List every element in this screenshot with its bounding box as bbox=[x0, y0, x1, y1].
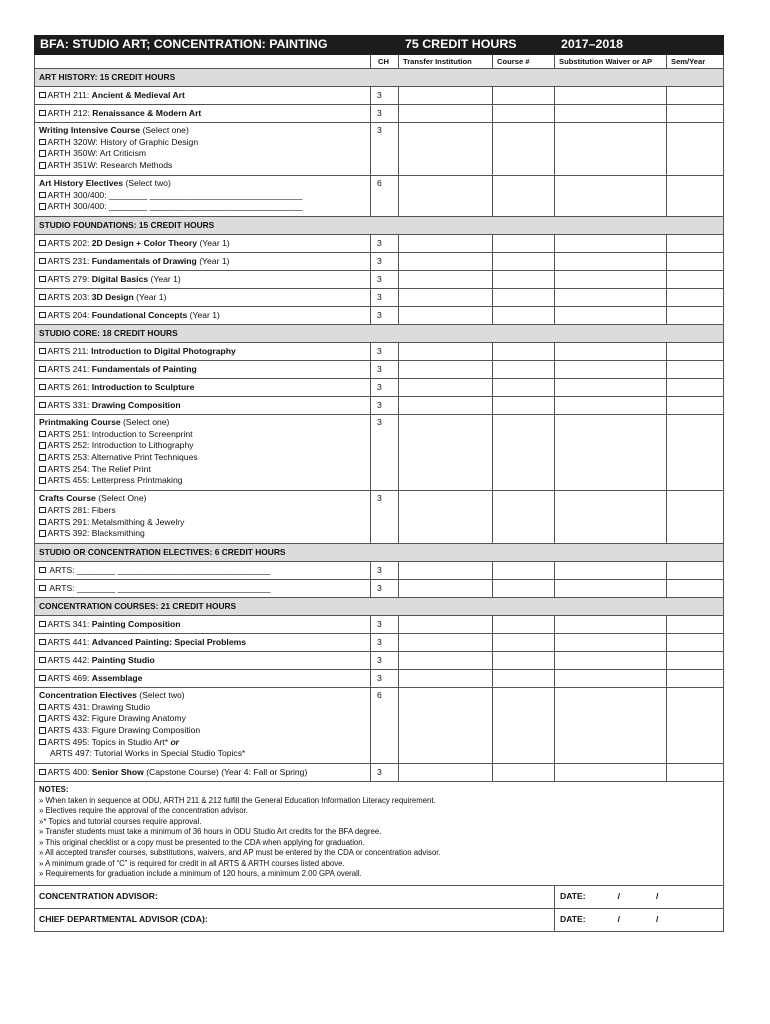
course-number-field[interactable] bbox=[493, 342, 555, 360]
course-row bbox=[35, 579, 724, 597]
semyear-field[interactable] bbox=[667, 175, 724, 216]
transfer-institution-field[interactable] bbox=[399, 633, 493, 651]
course-row bbox=[35, 360, 724, 378]
credit-hours: 3 bbox=[371, 561, 399, 579]
semyear-field[interactable] bbox=[667, 579, 724, 597]
transfer-institution-field[interactable] bbox=[399, 123, 493, 176]
course-cell: ARTS 261: Introduction to Sculpture bbox=[35, 378, 371, 396]
course-row bbox=[35, 651, 724, 669]
course-number-field[interactable] bbox=[493, 123, 555, 176]
semyear-field[interactable] bbox=[667, 252, 724, 270]
note-item: » A minimum grade of “C” is required for credit in all ARTS & ARTH courses listed above. bbox=[39, 858, 345, 868]
semyear-field[interactable] bbox=[667, 764, 724, 782]
transfer-institution-field[interactable] bbox=[399, 87, 493, 105]
note-item: » Transfer students must take a minimum of 36 hours in ODU Studio Art credits for the BFA degree. bbox=[39, 827, 382, 837]
course-number-field[interactable] bbox=[493, 270, 555, 288]
course-number-field[interactable] bbox=[493, 651, 555, 669]
checkbox-icon[interactable] bbox=[39, 715, 46, 722]
semyear-field[interactable] bbox=[667, 396, 724, 414]
semyear-field[interactable] bbox=[667, 123, 724, 176]
course-number-field[interactable] bbox=[493, 378, 555, 396]
transfer-column-header: Transfer Institution bbox=[399, 55, 493, 69]
substitution-field[interactable] bbox=[555, 87, 667, 105]
checkbox-icon[interactable] bbox=[39, 294, 46, 301]
substitution-field[interactable] bbox=[555, 342, 667, 360]
checkbox-icon[interactable] bbox=[39, 276, 46, 283]
notes-block bbox=[35, 782, 724, 886]
checkbox-icon[interactable] bbox=[39, 258, 46, 265]
elective-blank-field[interactable]: ARTS: ________ ________________________________ bbox=[47, 582, 271, 593]
course-row bbox=[35, 342, 724, 360]
note-item: » All accepted transfer courses, substitutions, waivers, and AP must be entered by the CDA or concentration advisor. bbox=[39, 848, 441, 858]
course-cell: ARTS 211: Introduction to Digital Photography bbox=[35, 342, 371, 360]
course-cell: Concentration Electives (Select two) ARTS 431: Drawing Studio ARTS 432: Figure Drawing Anatomy ARTS 433: Figure Drawing Composition ARTS 495: Topics in Studio Art* or ARTS 497: Tutorial Works in Special Studio Topics* bbox=[35, 687, 371, 763]
course-number-field[interactable] bbox=[493, 615, 555, 633]
course-cell: ARTS 241: Fundamentals of Painting bbox=[35, 360, 371, 378]
substitution-field[interactable] bbox=[555, 651, 667, 669]
semyear-field[interactable] bbox=[667, 687, 724, 763]
credit-hours: 3 bbox=[371, 579, 399, 597]
transfer-institution-field[interactable] bbox=[399, 414, 493, 490]
checkbox-icon[interactable] bbox=[39, 442, 46, 449]
credit-hours: 3 bbox=[371, 123, 399, 176]
checkbox-icon[interactable] bbox=[39, 348, 46, 355]
credit-hours: 3 bbox=[371, 651, 399, 669]
transfer-institution-field[interactable] bbox=[399, 252, 493, 270]
credit-hours: 3 bbox=[371, 378, 399, 396]
checkbox-icon[interactable] bbox=[39, 727, 46, 734]
course-row bbox=[35, 306, 724, 324]
substitution-field[interactable] bbox=[555, 561, 667, 579]
transfer-institution-field[interactable] bbox=[399, 234, 493, 252]
checkbox-icon[interactable] bbox=[39, 203, 46, 210]
course-cell: ARTS 469: Assemblage bbox=[35, 669, 371, 687]
transfer-institution-field[interactable] bbox=[399, 615, 493, 633]
checkbox-icon[interactable] bbox=[39, 739, 46, 746]
checkbox-icon[interactable] bbox=[39, 704, 46, 711]
credit-hours: 3 bbox=[371, 105, 399, 123]
substitution-field[interactable] bbox=[555, 360, 667, 378]
course-column-header bbox=[35, 55, 371, 69]
course-number-field[interactable] bbox=[493, 288, 555, 306]
course-cell bbox=[35, 579, 371, 597]
substitution-field[interactable] bbox=[555, 764, 667, 782]
substitution-field[interactable] bbox=[555, 378, 667, 396]
substitution-field[interactable] bbox=[555, 633, 667, 651]
transfer-institution-field[interactable] bbox=[399, 175, 493, 216]
advisor-date-field[interactable]: DATE: / / bbox=[555, 885, 724, 908]
course-group-row bbox=[35, 123, 724, 176]
checkbox-icon[interactable] bbox=[39, 466, 46, 473]
substitution-field[interactable] bbox=[555, 270, 667, 288]
course-cell: Crafts Course (Select One) ARTS 281: Fibers ARTS 291: Metalsmithing & Jewelry ARTS 392: Blacksmithing bbox=[35, 491, 371, 544]
program-title: BFA: STUDIO ART; CONCENTRATION: PAINTING bbox=[35, 36, 399, 55]
credit-hours: 3 bbox=[371, 491, 399, 544]
course-row bbox=[35, 633, 724, 651]
semyear-field[interactable] bbox=[667, 633, 724, 651]
degree-checklist bbox=[34, 35, 723, 932]
substitution-field[interactable] bbox=[555, 288, 667, 306]
semyear-field[interactable] bbox=[667, 105, 724, 123]
semyear-field[interactable] bbox=[667, 87, 724, 105]
course-row bbox=[35, 288, 724, 306]
course-cell bbox=[35, 561, 371, 579]
substitution-field[interactable] bbox=[555, 123, 667, 176]
section-concentration: CONCENTRATION COURSES: 21 CREDIT HOURS bbox=[35, 597, 724, 615]
semyear-field[interactable] bbox=[667, 651, 724, 669]
checkbox-icon[interactable] bbox=[39, 585, 46, 592]
checkbox-icon[interactable] bbox=[39, 519, 46, 526]
transfer-institution-field[interactable] bbox=[399, 687, 493, 763]
course-number-field[interactable] bbox=[493, 561, 555, 579]
note-item: » Requirements for graduation include a minimum of 120 hours, a minimum 2.00 GPA overall. bbox=[39, 869, 362, 879]
course-cell: ARTH 211: Ancient & Medieval Art bbox=[35, 87, 371, 105]
substitution-field[interactable] bbox=[555, 669, 667, 687]
transfer-institution-field[interactable] bbox=[399, 491, 493, 544]
substitution-field[interactable] bbox=[555, 615, 667, 633]
course-number-field[interactable] bbox=[493, 234, 555, 252]
course-cell: ARTS 231: Fundamentals of Drawing (Year 1) bbox=[35, 252, 371, 270]
course-cell: ARTS 203: 3D Design (Year 1) bbox=[35, 288, 371, 306]
credit-hours: 3 bbox=[371, 234, 399, 252]
checkbox-icon[interactable] bbox=[39, 110, 46, 117]
course-number-field[interactable] bbox=[493, 579, 555, 597]
checkbox-icon[interactable] bbox=[39, 366, 46, 373]
course-number-field[interactable] bbox=[493, 105, 555, 123]
semyear-field[interactable] bbox=[667, 615, 724, 633]
checkbox-icon[interactable] bbox=[39, 431, 46, 438]
substitution-field[interactable] bbox=[555, 414, 667, 490]
course-row bbox=[35, 378, 724, 396]
notes-title: NOTES: bbox=[39, 785, 69, 795]
credit-hours: 6 bbox=[371, 687, 399, 763]
transfer-institution-field[interactable] bbox=[399, 105, 493, 123]
checkbox-icon[interactable] bbox=[39, 530, 46, 537]
elective-blank-field[interactable]: ARTS: ________ ________________________________ bbox=[47, 564, 271, 575]
credit-hours: 3 bbox=[371, 306, 399, 324]
substitution-field[interactable] bbox=[555, 687, 667, 763]
substitution-field[interactable] bbox=[555, 175, 667, 216]
course-group-row bbox=[35, 414, 724, 490]
advisor-signature-row bbox=[35, 885, 724, 908]
transfer-institution-field[interactable] bbox=[399, 764, 493, 782]
credit-hours: 3 bbox=[371, 288, 399, 306]
course-row bbox=[35, 561, 724, 579]
credit-hours: 3 bbox=[371, 342, 399, 360]
cda-signature-field[interactable]: CHIEF DEPARTMENTAL ADVISOR (CDA): bbox=[35, 908, 555, 931]
course-number-field[interactable] bbox=[493, 175, 555, 216]
course-cell: ARTS 400: Senior Show (Capstone Course) (Year 4: Fall or Spring) bbox=[35, 764, 371, 782]
transfer-institution-field[interactable] bbox=[399, 306, 493, 324]
course-number-column-header: Course # bbox=[493, 55, 555, 69]
notes-row bbox=[35, 782, 724, 886]
course-row bbox=[35, 252, 724, 270]
semyear-field[interactable] bbox=[667, 669, 724, 687]
credit-hours: 3 bbox=[371, 669, 399, 687]
course-row bbox=[35, 87, 724, 105]
transfer-institution-field[interactable] bbox=[399, 270, 493, 288]
elective-blank-field[interactable]: ARTH 300/400: ________ ________________________________ bbox=[47, 201, 303, 212]
note-item: »* Topics and tutorial courses require approval. bbox=[39, 816, 202, 826]
credit-hours: 3 bbox=[371, 615, 399, 633]
credit-hours: 3 bbox=[371, 270, 399, 288]
transfer-institution-field[interactable] bbox=[399, 396, 493, 414]
course-cell: ARTS 331: Drawing Composition bbox=[35, 396, 371, 414]
course-row bbox=[35, 270, 724, 288]
checkbox-icon[interactable] bbox=[39, 675, 46, 682]
course-number-field[interactable] bbox=[493, 396, 555, 414]
course-row bbox=[35, 615, 724, 633]
credit-hours: 6 bbox=[371, 175, 399, 216]
credit-hours: 3 bbox=[371, 396, 399, 414]
course-number-field[interactable] bbox=[493, 669, 555, 687]
substitution-field[interactable] bbox=[555, 491, 667, 544]
course-cell: ARTH 212: Renaissance & Modern Art bbox=[35, 105, 371, 123]
ch-column-header: CH bbox=[371, 55, 399, 69]
course-cell: Writing Intensive Course (Select one) ARTH 320W: History of Graphic Design ARTH 350W: Art Criticism ARTH 351W: Research Methods bbox=[35, 123, 371, 176]
substitution-field[interactable] bbox=[555, 105, 667, 123]
checklist-table bbox=[34, 35, 724, 932]
semyear-field[interactable] bbox=[667, 414, 724, 490]
elective-blank-field[interactable]: ARTH 300/400: ________ ________________________________ bbox=[47, 189, 303, 200]
course-row bbox=[35, 234, 724, 252]
substitution-field[interactable] bbox=[555, 396, 667, 414]
checkbox-icon[interactable] bbox=[39, 454, 46, 461]
academic-year: 2017–2018 bbox=[555, 36, 724, 55]
transfer-institution-field[interactable] bbox=[399, 669, 493, 687]
header-bar bbox=[35, 36, 724, 55]
credit-hours: 3 bbox=[371, 764, 399, 782]
semyear-field[interactable] bbox=[667, 306, 724, 324]
semyear-field[interactable] bbox=[667, 288, 724, 306]
substitution-column-header: Substitution Waiver or AP bbox=[555, 55, 667, 69]
substitution-field[interactable] bbox=[555, 579, 667, 597]
checkbox-icon[interactable] bbox=[39, 657, 46, 664]
checkbox-icon[interactable] bbox=[39, 621, 46, 628]
course-number-field[interactable] bbox=[493, 360, 555, 378]
course-number-field[interactable] bbox=[493, 633, 555, 651]
transfer-institution-field[interactable] bbox=[399, 360, 493, 378]
course-number-field[interactable] bbox=[493, 491, 555, 544]
course-number-field[interactable] bbox=[493, 87, 555, 105]
transfer-institution-field[interactable] bbox=[399, 561, 493, 579]
checkbox-icon[interactable] bbox=[39, 192, 46, 199]
advisor-signature-field[interactable]: CONCENTRATION ADVISOR: bbox=[35, 885, 555, 908]
course-number-field[interactable] bbox=[493, 764, 555, 782]
substitution-field[interactable] bbox=[555, 234, 667, 252]
checkbox-icon[interactable] bbox=[39, 139, 46, 146]
semyear-field[interactable] bbox=[667, 270, 724, 288]
substitution-field[interactable] bbox=[555, 252, 667, 270]
course-group-row bbox=[35, 175, 724, 216]
credit-hours: 3 bbox=[371, 87, 399, 105]
transfer-institution-field[interactable] bbox=[399, 342, 493, 360]
semyear-field[interactable] bbox=[667, 561, 724, 579]
course-cell: ARTS 341: Painting Composition bbox=[35, 615, 371, 633]
checkbox-icon[interactable] bbox=[39, 769, 46, 776]
substitution-field[interactable] bbox=[555, 306, 667, 324]
section-studio-foundations: STUDIO FOUNDATIONS: 15 CREDIT HOURS bbox=[35, 216, 724, 234]
checkbox-icon[interactable] bbox=[39, 162, 46, 169]
checkbox-icon[interactable] bbox=[39, 92, 46, 99]
course-cell: Art History Electives (Select two) ARTH 300/400: ________ ________________________________ ARTH 300/400: ________ ________________________________ bbox=[35, 175, 371, 216]
note-item: » Electives require the approval of the concentration advisor. bbox=[39, 806, 248, 816]
credit-hours: 3 bbox=[371, 360, 399, 378]
section-electives: STUDIO OR CONCENTRATION ELECTIVES: 6 CREDIT HOURS bbox=[35, 543, 724, 561]
course-group-row bbox=[35, 491, 724, 544]
cda-signature-row bbox=[35, 908, 724, 931]
course-cell: ARTS 441: Advanced Painting: Special Problems bbox=[35, 633, 371, 651]
course-cell: ARTS 442: Painting Studio bbox=[35, 651, 371, 669]
checkbox-icon[interactable] bbox=[39, 567, 46, 574]
transfer-institution-field[interactable] bbox=[399, 378, 493, 396]
checkbox-icon[interactable] bbox=[39, 150, 46, 157]
section-art-history: ART HISTORY: 15 CREDIT HOURS bbox=[35, 69, 724, 87]
checkbox-icon[interactable] bbox=[39, 384, 46, 391]
checkbox-icon[interactable] bbox=[39, 402, 46, 409]
section-studio-core: STUDIO CORE: 18 CREDIT HOURS bbox=[35, 324, 724, 342]
course-cell: ARTS 279: Digital Basics (Year 1) bbox=[35, 270, 371, 288]
course-group-row bbox=[35, 687, 724, 763]
transfer-institution-field[interactable] bbox=[399, 651, 493, 669]
transfer-institution-field[interactable] bbox=[399, 288, 493, 306]
semyear-column-header: Sem/Year bbox=[667, 55, 724, 69]
semyear-field[interactable] bbox=[667, 491, 724, 544]
semyear-field[interactable] bbox=[667, 342, 724, 360]
note-item: » When taken in sequence at ODU, ARTH 211 & 212 fulfill the General Education Information Literacy requirement. bbox=[39, 795, 436, 805]
transfer-institution-field[interactable] bbox=[399, 579, 493, 597]
checkbox-icon[interactable] bbox=[39, 477, 46, 484]
course-cell: Printmaking Course (Select one) ARTS 251: Introduction to Screenprint ARTS 252: Introduction to Lithography ARTS 253: Alternative Print Techniques ARTS 254: The Relief Print ARTS 455: Letterpress Printmaking bbox=[35, 414, 371, 490]
column-headers bbox=[35, 55, 724, 69]
checkbox-icon[interactable] bbox=[39, 312, 46, 319]
credit-hours: 3 bbox=[371, 633, 399, 651]
course-row bbox=[35, 396, 724, 414]
note-item: » This original checklist or a copy must be presented to the CDA when applying for graduation. bbox=[39, 837, 365, 847]
checkbox-icon[interactable] bbox=[39, 639, 46, 646]
course-row bbox=[35, 764, 724, 782]
course-number-field[interactable] bbox=[493, 252, 555, 270]
cda-date-field[interactable]: DATE: / / bbox=[555, 908, 724, 931]
semyear-field[interactable] bbox=[667, 378, 724, 396]
course-number-field[interactable] bbox=[493, 306, 555, 324]
course-cell: ARTS 204: Foundational Concepts (Year 1) bbox=[35, 306, 371, 324]
course-cell: ARTS 202: 2D Design + Color Theory (Year 1) bbox=[35, 234, 371, 252]
semyear-field[interactable] bbox=[667, 360, 724, 378]
checkbox-icon[interactable] bbox=[39, 240, 46, 247]
credit-hours-total: 75 CREDIT HOURS bbox=[399, 36, 555, 55]
checkbox-icon[interactable] bbox=[39, 507, 46, 514]
course-number-field[interactable] bbox=[493, 414, 555, 490]
course-number-field[interactable] bbox=[493, 687, 555, 763]
semyear-field[interactable] bbox=[667, 234, 724, 252]
credit-hours: 3 bbox=[371, 252, 399, 270]
credit-hours: 3 bbox=[371, 414, 399, 490]
course-row bbox=[35, 669, 724, 687]
course-row bbox=[35, 105, 724, 123]
